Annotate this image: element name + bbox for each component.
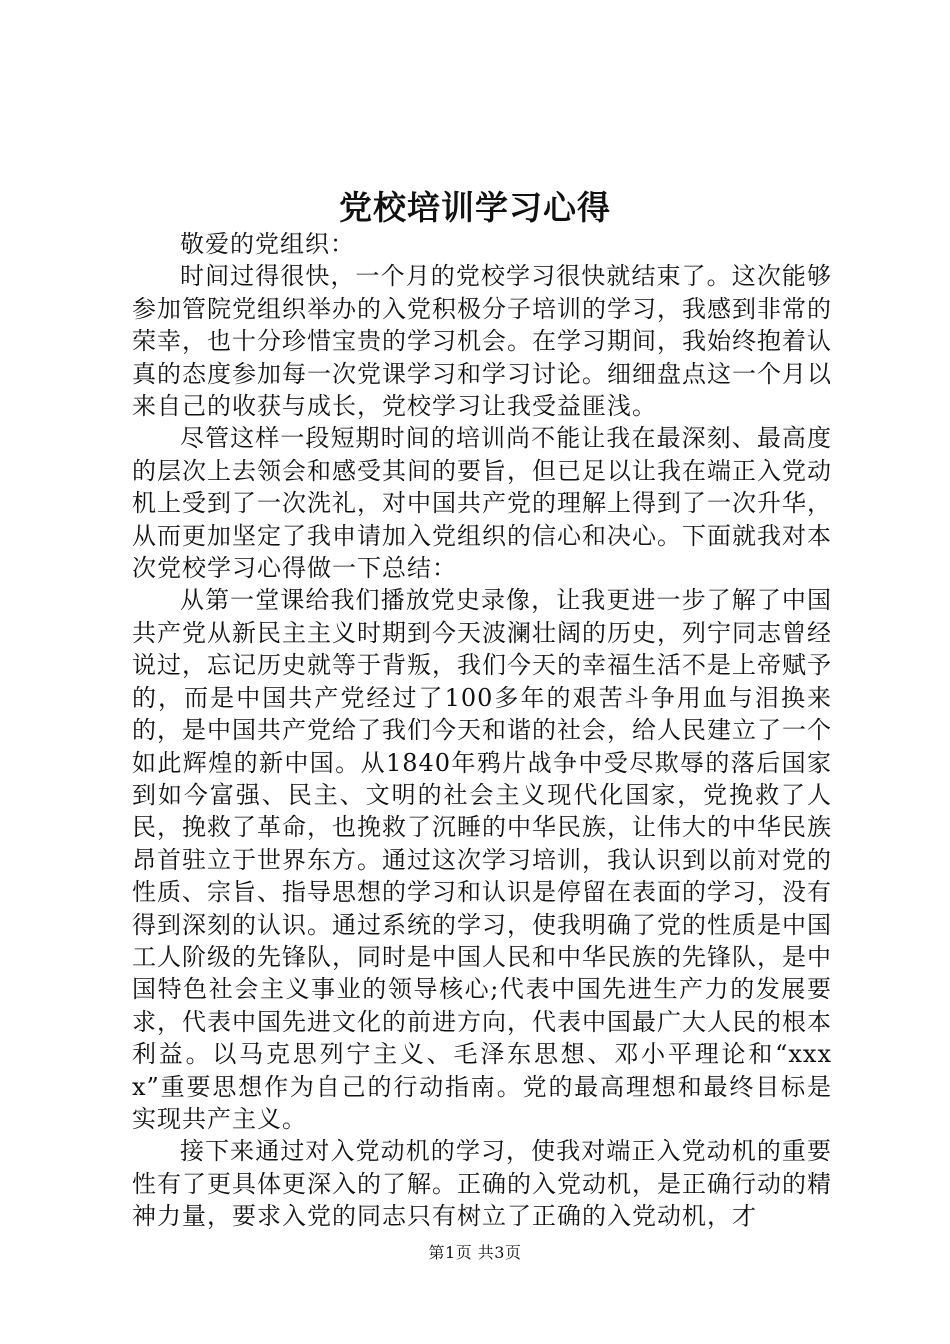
document-title: 党校培训学习心得 xyxy=(339,188,611,227)
paragraph-4: 接下来通过对入党动机的学习，使我对端正入党动机的重要性有了更具体更深入的了解。正确的入党动机，是正确行动的精神力量，要求入党的同志只有树立了正确的入党动机，才 xyxy=(132,1137,832,1231)
salutation: 敬爱的党组织： xyxy=(180,230,355,258)
page-number-footer: 第1页 共3页 xyxy=(428,1243,522,1262)
paragraph-2: 尽管这样一段短期时间的培训尚不能让我在最深刻、最高度的层次上去领会和感受其间的要旨，但已足以让我在端正入党动机上受到了一次洗礼，对中国共产党的理解上得到了一次升华，从而更加坚定了我申请加入党组织的信心和决心。下面就我对本次党校学习心得做一下总结： xyxy=(132,424,832,583)
paragraph-3: 从第一堂课给我们播放党史录像，让我更进一步了解了中国共产党从新民主主义时期到今天波澜壮阔的历史，列宁同志曾经说过，忘记历史就等于背叛，我们今天的幸福生活不是上帝赋予的，而是中国共产党经过了100多年的艰苦斗争用血与泪换来的，是中国共产党给了我们今天和谐的社会，给人民建立了一个如此辉煌的新中国。从1840年鸦片战争中受尽欺辱的落后国家到如今富强、民主、文明的社会主义现代化国家，党挽救了人民，挽救了革命，也挽救了沉睡的中华民族，让伟大的中华民族昂首驻立于世界东方。通过这次学习培训，我认识到以前对党的性质、宗旨、指导思想的学习和认识是停留在表面的学习，没有得到深刻的认识。通过系统的学习，使我明确了党的性质是中国工人阶级的先锋队，同时是中国人民和中华民族的先锋队，是中国特色社会主义事业的领导核心;代表中国先进生产力的发展要求，代表中国先进文化的前进方向，代表中国最广大人民的根本利益。以马克思列宁主义、毛泽东思想、邓小平理论和“xxxx”重要思想作为自己的行动指南。党的最高理想和最终目标是实现共产主义。 xyxy=(132,586,832,1133)
paragraph-1: 时间过得很快，一个月的党校学习很快就结束了。这次能够参加管院党组织举办的入党积极分子培训的学习，我感到非常的荣幸，也十分珍惜宝贵的学习机会。在学习期间，我始终抱着认真的态度参加每一次党课学习和学习讨论。细细盘点这一个月以来自己的收获与成长，党校学习让我受益匪浅。 xyxy=(132,262,832,421)
document-body xyxy=(132,228,832,1233)
